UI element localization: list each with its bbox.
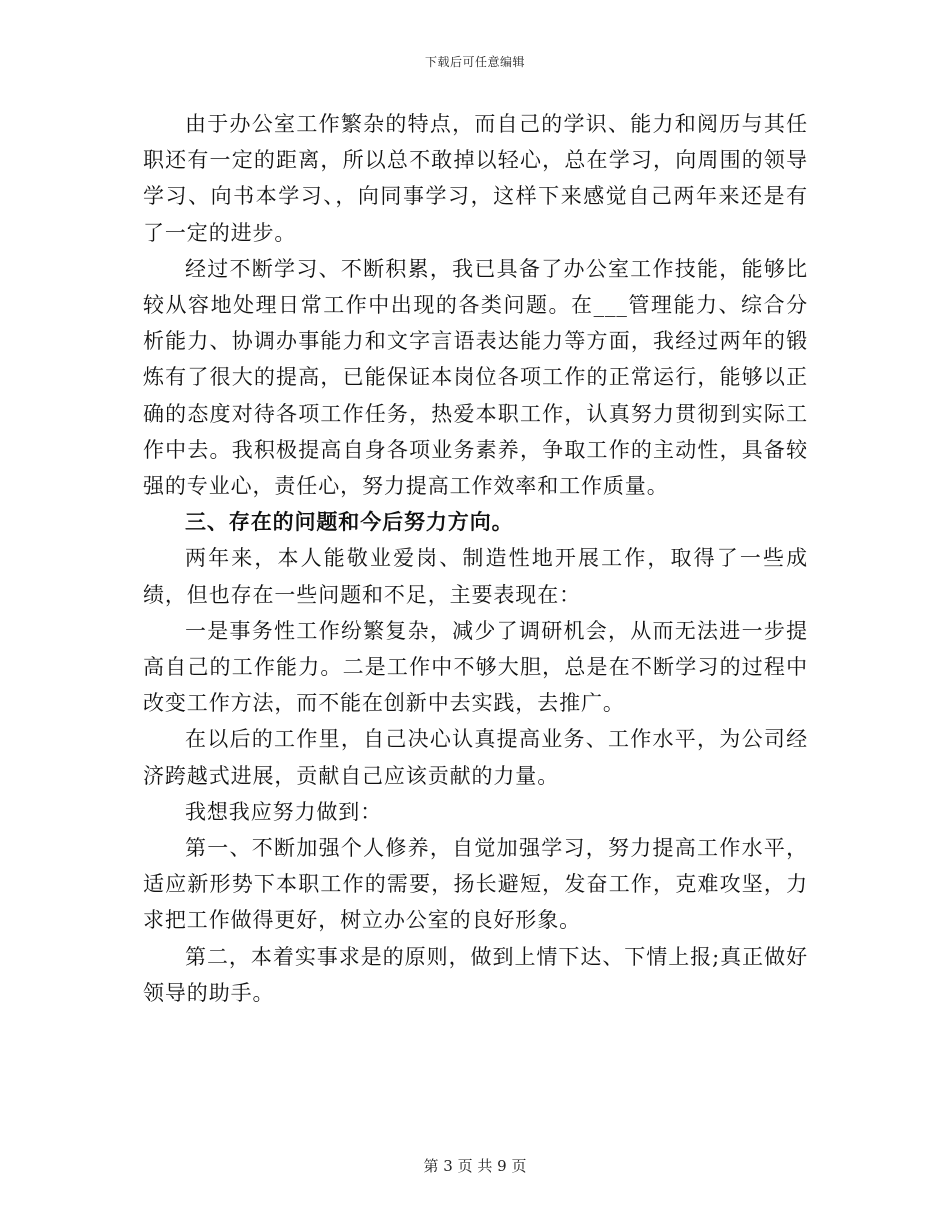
paragraph-7: 第一、不断加强个人修养，自觉加强学习，努力提高工作水平，适应新形势下本职工作的需要，扬长避短，发奋工作，克难攻坚，力求把工作做得更好，树立办公室的良好形象。 bbox=[143, 836, 808, 933]
paragraph-3: 两年来，本人能敬业爱岗、制造性地开展工作，取得了一些成绩，但也存在一些问题和不足，主要表现在： bbox=[143, 546, 808, 607]
page-number: 第 3 页 共 9 页 bbox=[423, 1157, 527, 1175]
paragraph-5: 在以后的工作里，自己决心认真提高业务、工作水平，为公司经济跨越式进展，贡献自己应该贡献的力量。 bbox=[143, 727, 808, 788]
paragraph-8: 第二，本着实事求是的原则，做到上情下达、下情上报;真正做好领导的助手。 bbox=[143, 944, 808, 1005]
paragraph-2: 经过不断学习、不断积累，我已具备了办公室工作技能，能够比较从容地处理日常工作中出现的各类问题。在___管理能力、综合分析能力、协调办事能力和文字言语表达能力等方面，我经过两年的锻炼有了很大的提高，已能保证本岗位各项工作的正常运行，能够以正确的态度对待各项工作任务，热爱本职工作，认真努力贯彻到实际工作中去。我积极提高自身各项业务素养，争取工作的主动性，具备较强的专业心，责任心，努力提高工作效率和工作质量。 bbox=[143, 256, 808, 499]
paragraph-4: 一是事务性工作纷繁复杂，减少了调研机会，从而无法进一步提高自己的工作能力。二是工作中不够大胆，总是在不断学习的过程中改变工作方法，而不能在创新中去实践，去推广。 bbox=[143, 618, 808, 716]
page-header-note: 下载后可任意编辑 bbox=[424, 55, 525, 69]
section-heading: 三、存在的问题和今后努力方向。 bbox=[185, 509, 514, 535]
document-body bbox=[143, 106, 808, 1011]
paragraph-1: 由于办公室工作繁杂的特点，而自己的学识、能力和阅历与其任职还有一定的距离，所以总不敢掉以轻心，总在学习，向周围的领导学习、向书本学习、，向同事学习，这样下来感觉自己两年来还是有了一定的进步。 bbox=[143, 112, 808, 245]
paragraph-6: 我想我应努力做到： bbox=[185, 799, 383, 824]
